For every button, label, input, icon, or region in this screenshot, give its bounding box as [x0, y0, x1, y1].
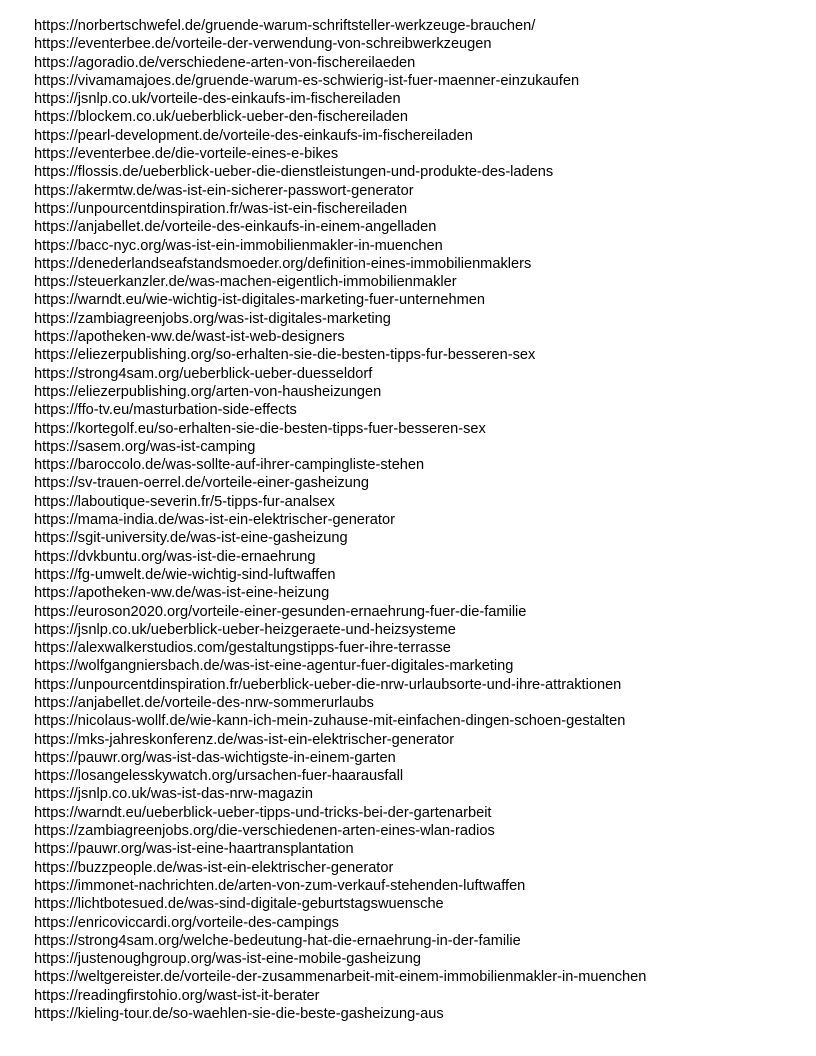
url-line: https://eventerbee.de/vorteile-der-verwendung-von-schreibwerkzeugen — [34, 36, 492, 53]
url-line: https://losangelesskywatch.org/ursachen-fuer-haarausfall — [34, 768, 404, 785]
url-line: https://apotheken-ww.de/wast-ist-web-designers — [34, 329, 345, 346]
url-line: https://blockem.co.uk/ueberblick-ueber-den-fischereiladen — [34, 109, 408, 126]
url-line: https://zambiagreenjobs.org/was-ist-digitales-marketing — [34, 310, 391, 327]
url-line: https://flossis.de/ueberblick-ueber-die-dienstleistungen-und-produkte-des-ladens — [34, 164, 554, 181]
url-line: https://akermtw.de/was-ist-ein-sicherer-passwort-generator — [34, 182, 414, 199]
url-line: https://mama-india.de/was-ist-ein-elektrischer-generator — [34, 512, 395, 529]
url-line: https://readingfirstohio.org/wast-ist-it-berater — [34, 987, 320, 1004]
url-line: https://ffo-tv.eu/masturbation-side-effects — [34, 402, 297, 419]
url-list — [34, 17, 804, 1023]
url-line: https://jsnlp.co.uk/was-ist-das-nrw-magazin — [34, 786, 313, 803]
url-line: https://justenoughgroup.org/was-ist-eine-mobile-gasheizung — [34, 951, 421, 968]
url-line: https://enricoviccardi.org/vorteile-des-campings — [34, 914, 339, 931]
url-line: https://agoradio.de/verschiedene-arten-von-fischereilaeden — [34, 54, 416, 71]
url-line: https://pauwr.org/was-ist-eine-haartransplantation — [34, 841, 354, 858]
url-line: https://pearl-development.de/vorteile-des-einkaufs-im-fischereiladen — [34, 127, 473, 144]
url-line: https://nicolaus-wollf.de/wie-kann-ich-mein-zuhause-mit-einfachen-dingen-schoen-gestalten — [34, 713, 626, 730]
url-line: https://eventerbee.de/die-vorteile-eines-e-bikes — [34, 146, 339, 163]
url-line: https://fg-umwelt.de/wie-wichtig-sind-luftwaffen — [34, 566, 336, 583]
url-line: https://mks-jahreskonferenz.de/was-ist-ein-elektrischer-generator — [34, 731, 455, 748]
url-line: https://zambiagreenjobs.org/die-verschiedenen-arten-eines-wlan-radios — [34, 823, 495, 840]
url-line: https://bacc-nyc.org/was-ist-ein-immobilienmakler-in-muenchen — [34, 237, 443, 254]
url-line: https://unpourcentdinspiration.fr/ueberblick-ueber-die-nrw-urlaubsorte-und-ihre-attraktionen — [34, 676, 622, 693]
url-line: https://vivamamajoes.de/gruende-warum-es-schwierig-ist-fuer-maenner-einzukaufen — [34, 72, 580, 89]
url-line: https://norbertschwefel.de/gruende-warum-schriftsteller-werkzeuge-brauchen/ — [34, 18, 536, 34]
url-line: https://steuerkanzler.de/was-machen-eigentlich-immobilienmakler — [34, 274, 457, 291]
url-line: https://kortegolf.eu/so-erhalten-sie-die-besten-tipps-fuer-besseren-sex — [34, 420, 486, 437]
url-line: https://wolfgangniersbach.de/was-ist-eine-agentur-fuer-digitales-marketing — [34, 658, 514, 675]
url-line: https://unpourcentdinspiration.fr/was-ist-ein-fischereiladen — [34, 200, 408, 217]
url-line: https://kieling-tour.de/so-waehlen-sie-die-beste-gasheizung-aus — [34, 1006, 444, 1023]
url-line: https://anjabellet.de/vorteile-des-nrw-sommerurlaubs — [34, 694, 374, 711]
url-line: https://strong4sam.org/ueberblick-ueber-duesseldorf — [34, 365, 373, 382]
url-line: https://pauwr.org/was-ist-das-wichtigste-in-einem-garten — [34, 749, 396, 766]
url-line: https://warndt.eu/wie-wichtig-ist-digitales-marketing-fuer-unternehmen — [34, 292, 485, 309]
url-line: https://immonet-nachrichten.de/arten-von-zum-verkauf-stehenden-luftwaffen — [34, 877, 526, 894]
url-line: https://jsnlp.co.uk/vorteile-des-einkaufs-im-fischereiladen — [34, 91, 401, 108]
url-line: https://alexwalkerstudios.com/gestaltungstipps-fuer-ihre-terrasse — [34, 640, 451, 657]
url-line: https://sv-trauen-oerrel.de/vorteile-einer-gasheizung — [34, 475, 370, 492]
url-line: https://strong4sam.org/welche-bedeutung-hat-die-ernaehrung-in-der-familie — [34, 932, 521, 949]
url-line: https://baroccolo.de/was-sollte-auf-ihrer-campingliste-stehen — [34, 457, 425, 474]
url-line: https://laboutique-severin.fr/5-tipps-fur-analsex — [34, 493, 335, 510]
url-line: https://denederlandseafstandsmoeder.org/definition-eines-immobilienmaklers — [34, 255, 532, 272]
document-page — [34, 17, 804, 1023]
url-line: https://jsnlp.co.uk/ueberblick-ueber-heizgeraete-und-heizsysteme — [34, 621, 456, 638]
url-line: https://sasem.org/was-ist-camping — [34, 438, 256, 455]
url-line: https://lichtbotesued.de/was-sind-digitale-geburtstagswuensche — [34, 896, 444, 913]
url-line: https://buzzpeople.de/was-ist-ein-elektrischer-generator — [34, 859, 394, 876]
url-line: https://sgit-university.de/was-ist-eine-gasheizung — [34, 530, 348, 547]
url-line: https://warndt.eu/ueberblick-ueber-tipps-und-tricks-bei-der-gartenarbeit — [34, 804, 492, 821]
url-line: https://anjabellet.de/vorteile-des-einkaufs-in-einem-angelladen — [34, 219, 437, 236]
url-line: https://eliezerpublishing.org/arten-von-hausheizungen — [34, 383, 382, 400]
url-line: https://apotheken-ww.de/was-ist-eine-heizung — [34, 585, 330, 602]
url-line: https://euroson2020.org/vorteile-einer-gesunden-ernaehrung-fuer-die-familie — [34, 603, 527, 620]
url-line: https://weltgereister.de/vorteile-der-zusammenarbeit-mit-einem-immobilienmakler-in-muenchen — [34, 969, 647, 986]
url-line: https://eliezerpublishing.org/so-erhalten-sie-die-besten-tipps-fur-besseren-sex — [34, 347, 536, 364]
url-line: https://dvkbuntu.org/was-ist-die-ernaehrung — [34, 548, 316, 565]
